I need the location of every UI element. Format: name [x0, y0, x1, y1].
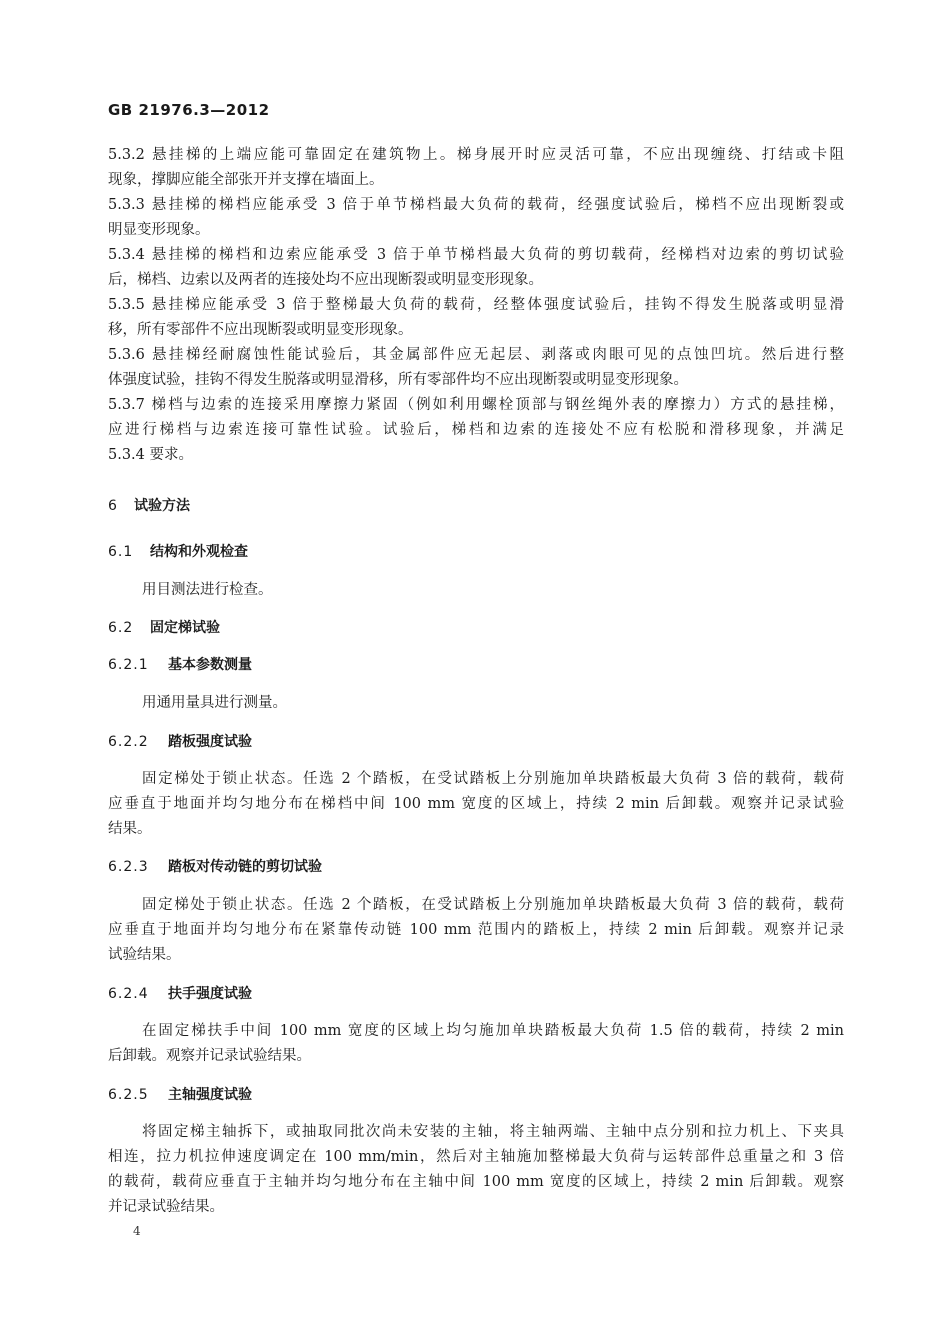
section-6-2-5-line-4: 并记录试验结果。 [108, 1199, 224, 1215]
section-6-2-1-text: 用通用量具进行测量。 [142, 695, 287, 711]
section-6-2-1-heading [108, 655, 252, 675]
section-number: 6.2 [108, 620, 134, 636]
section-6-2-5-line-3: 的载荷，载荷应垂直于主轴并均匀地分布在主轴中间 100 mm 宽度的区域上，持续 2 min 后卸载。观察 [108, 1174, 844, 1190]
clause-5-3-6-line-2: 体强度试验，挂钩不得发生脱落或明显滑移，所有零部件均不应出现断裂或明显变形现象。 [108, 372, 688, 388]
clause-5-3-3-line-1: 5.3.3 悬挂梯的梯档应能承受 3 倍于单节梯档最大负荷的载荷，经强度试验后，梯档不应出现断裂或 [108, 197, 844, 213]
clause-5-3-5-line-2: 移，所有零部件不应出现断裂或明显变形现象。 [108, 322, 413, 338]
clause-5-3-7-line-2: 应进行梯档与边索连接可靠性试验。试验后，梯档和边索的连接处不应有松脱和滑移现象，并满足 [108, 422, 844, 438]
section-6-2-4-line-1: 在固定梯扶手中间 100 mm 宽度的区域上均匀施加单块踏板最大负荷 1.5 倍的载荷，持续 2 min [142, 1023, 844, 1039]
section-number: 6.2.5 [108, 1087, 149, 1103]
clause-5-3-7-line-3: 5.3.4 要求。 [108, 447, 194, 463]
section-6-2-5-line-2: 相连，拉力机拉伸速度调定在 100 mm/min，然后对主轴施加整梯最大负荷与运转部件总重量之和 3 倍 [108, 1149, 844, 1165]
section-title: 踏板对传动链的剪切试验 [168, 859, 322, 875]
section-6-2-4-line-2: 后卸载。观察并记录试验结果。 [108, 1048, 311, 1064]
section-6-2-5-line-1: 将固定梯主轴拆下，或抽取同批次尚未安装的主轴，将主轴两端、主轴中点分别和拉力机上、下夹具 [142, 1124, 844, 1140]
section-title: 基本参数测量 [168, 657, 252, 673]
section-6-2-3-line-2: 应垂直于地面并均匀地分布在紧靠传动链 100 mm 范围内的踏板上，持续 2 min 后卸载。观察并记录 [108, 922, 844, 938]
clause-5-3-7-line-1: 5.3.7 梯档与边索的连接采用摩擦力紧固（例如利用螺栓顶部与钢丝绳外表的摩擦力）方式的悬挂梯， [108, 397, 844, 413]
clause-5-3-2-line-2: 现象，撑脚应能全部张开并支撑在墙面上。 [108, 172, 384, 188]
section-6-2-2-line-1: 固定梯处于锁止状态。任选 2 个踏板，在受试踏板上分别施加单块踏板最大负荷 3 倍的载荷，载荷 [142, 771, 844, 787]
section-6-2-5-heading [108, 1085, 252, 1105]
section-number: 6.2.2 [108, 734, 149, 750]
section-number: 6.1 [108, 544, 134, 560]
section-6-heading [108, 496, 190, 516]
clause-5-3-3-line-2: 明显变形现象。 [108, 222, 210, 238]
standard-code: GB 21976.3—2012 [108, 101, 270, 119]
section-6-2-2-line-2: 应垂直于地面并均匀地分布在梯档中间 100 mm 宽度的区域上，持续 2 min 后卸载。观察并记录试验 [108, 796, 844, 812]
section-title: 踏板强度试验 [168, 734, 252, 750]
clause-5-3-4-line-1: 5.3.4 悬挂梯的梯档和边索应能承受 3 倍于单节梯档最大负荷的剪切载荷，经梯档对边索的剪切试验 [108, 247, 844, 263]
section-title: 结构和外观检查 [150, 544, 248, 560]
section-6-1-text: 用目测法进行检查。 [142, 582, 273, 598]
clause-5-3-5-line-1: 5.3.5 悬挂梯应能承受 3 倍于整梯最大负荷的载荷，经整体强度试验后，挂钩不得发生脱落或明显滑 [108, 297, 844, 313]
section-6-2-3-line-1: 固定梯处于锁止状态。任选 2 个踏板，在受试踏板上分别施加单块踏板最大负荷 3 倍的载荷，载荷 [142, 897, 844, 913]
section-6-2-2-heading [108, 732, 252, 752]
section-6-2-2-line-3: 结果。 [108, 821, 152, 837]
section-title: 扶手强度试验 [168, 986, 252, 1002]
section-number: 6.2.4 [108, 986, 149, 1002]
section-number: 6.2.1 [108, 657, 149, 673]
section-title: 主轴强度试验 [168, 1087, 252, 1103]
section-title: 固定梯试验 [150, 620, 220, 636]
clause-5-3-6-line-1: 5.3.6 悬挂梯经耐腐蚀性能试验后，其金属部件应无起层、剥落或肉眼可见的点蚀凹坑。然后进行整 [108, 347, 844, 363]
section-6-2-3-line-3: 试验结果。 [108, 947, 181, 963]
section-number: 6 [108, 498, 118, 514]
page-number: 4 [133, 1224, 141, 1238]
section-title: 试验方法 [134, 498, 190, 514]
clause-5-3-4-line-2: 后，梯档、边索以及两者的连接处均不应出现断裂或明显变形现象。 [108, 272, 543, 288]
section-6-2-4-heading [108, 984, 252, 1004]
section-6-2-3-heading [108, 857, 322, 877]
section-number: 6.2.3 [108, 859, 149, 875]
section-6-2-heading [108, 618, 220, 638]
section-6-1-heading [108, 542, 248, 562]
clause-5-3-2-line-1: 5.3.2 悬挂梯的上端应能可靠固定在建筑物上。梯身展开时应灵活可靠，不应出现缠绕、打结或卡阻 [108, 147, 844, 163]
